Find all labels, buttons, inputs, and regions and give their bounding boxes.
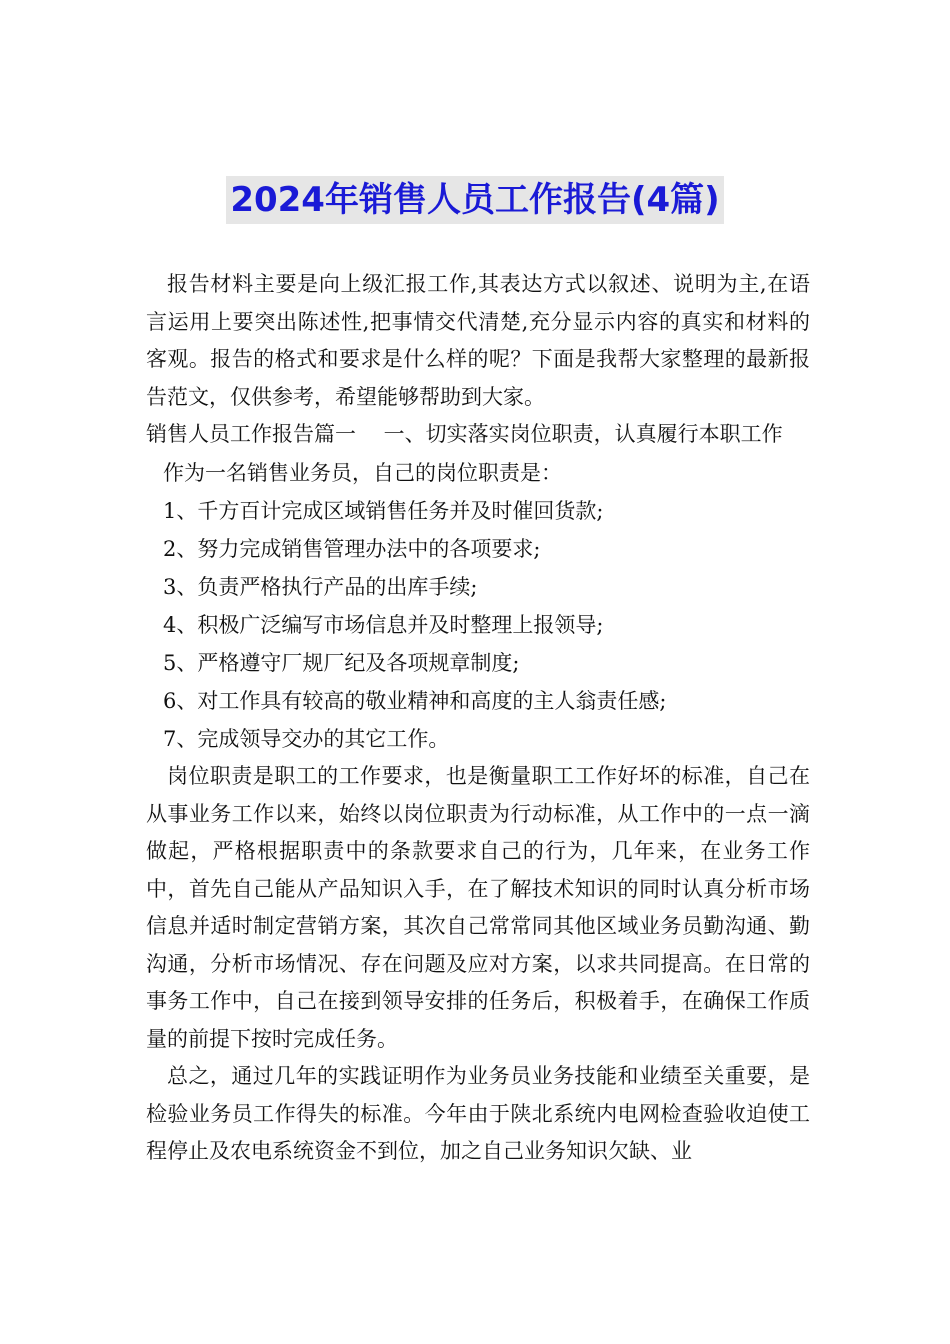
section-heading: 销售人员工作报告篇一 一、切实落实岗位职责，认真履行本职工作 xyxy=(146,422,783,446)
duty-item-7: 7、完成领导交办的其它工作。 xyxy=(163,727,450,751)
intro-paragraph: 报告材料主要是向上级汇报工作,其表达方式以叙述、说明为主,在语言运用上要突出陈述性,把事情交代清楚,充分显示内容的真实和材料的客观。报告的格式和要求是什么样的呢？下面是我帮大家整理的最新报告范文，仅供参考，希望能够帮助到大家。 xyxy=(146,272,810,409)
document-title: 2024年销售人员工作报告(4篇) xyxy=(226,176,723,224)
duty-item-3: 3、负责严格执行产品的出库手续; xyxy=(163,575,478,599)
duty-item-6: 6、对工作具有较高的敬业精神和高度的主人翁责任感; xyxy=(163,689,667,713)
duty-lead: 作为一名销售业务员，自己的岗位职责是： xyxy=(163,461,562,485)
title-wrap xyxy=(0,176,950,224)
body-paragraph-2: 总之，通过几年的实践证明作为业务员业务技能和业绩至关重要，是检验业务员工作得失的标准。今年由于陕北系统内电网检查验收迫使工程停止及农电系统资金不到位，加之自己业务知识欠缺、业 xyxy=(146,1064,810,1163)
duty-item-4: 4、积极广泛编写市场信息并及时整理上报领导; xyxy=(163,613,604,637)
document-body xyxy=(146,266,810,1171)
duty-item-1: 1、千方百计完成区域销售任务并及时催回货款; xyxy=(163,499,604,523)
duty-item-5: 5、严格遵守厂规厂纪及各项规章制度; xyxy=(163,651,520,675)
duty-item-2: 2、努力完成销售管理办法中的各项要求; xyxy=(163,537,541,561)
body-paragraph-1: 岗位职责是职工的工作要求，也是衡量职工工作好坏的标准，自己在从事业务工作以来，始终以岗位职责为行动标准，从工作中的一点一滴做起，严格根据职责中的条款要求自己的行为，几年来，在业务工作中，首先自己能从产品知识入手，在了解技术知识的同时认真分析市场信息并适时制定营销方案，其次自己常常同其他区域业务员勤沟通、勤沟通，分析市场情况、存在问题及应对方案，以求共同提高。在日常的事务工作中，自己在接到领导安排的任务后，积极着手，在确保工作质量的前提下按时完成任务。 xyxy=(146,764,810,1051)
